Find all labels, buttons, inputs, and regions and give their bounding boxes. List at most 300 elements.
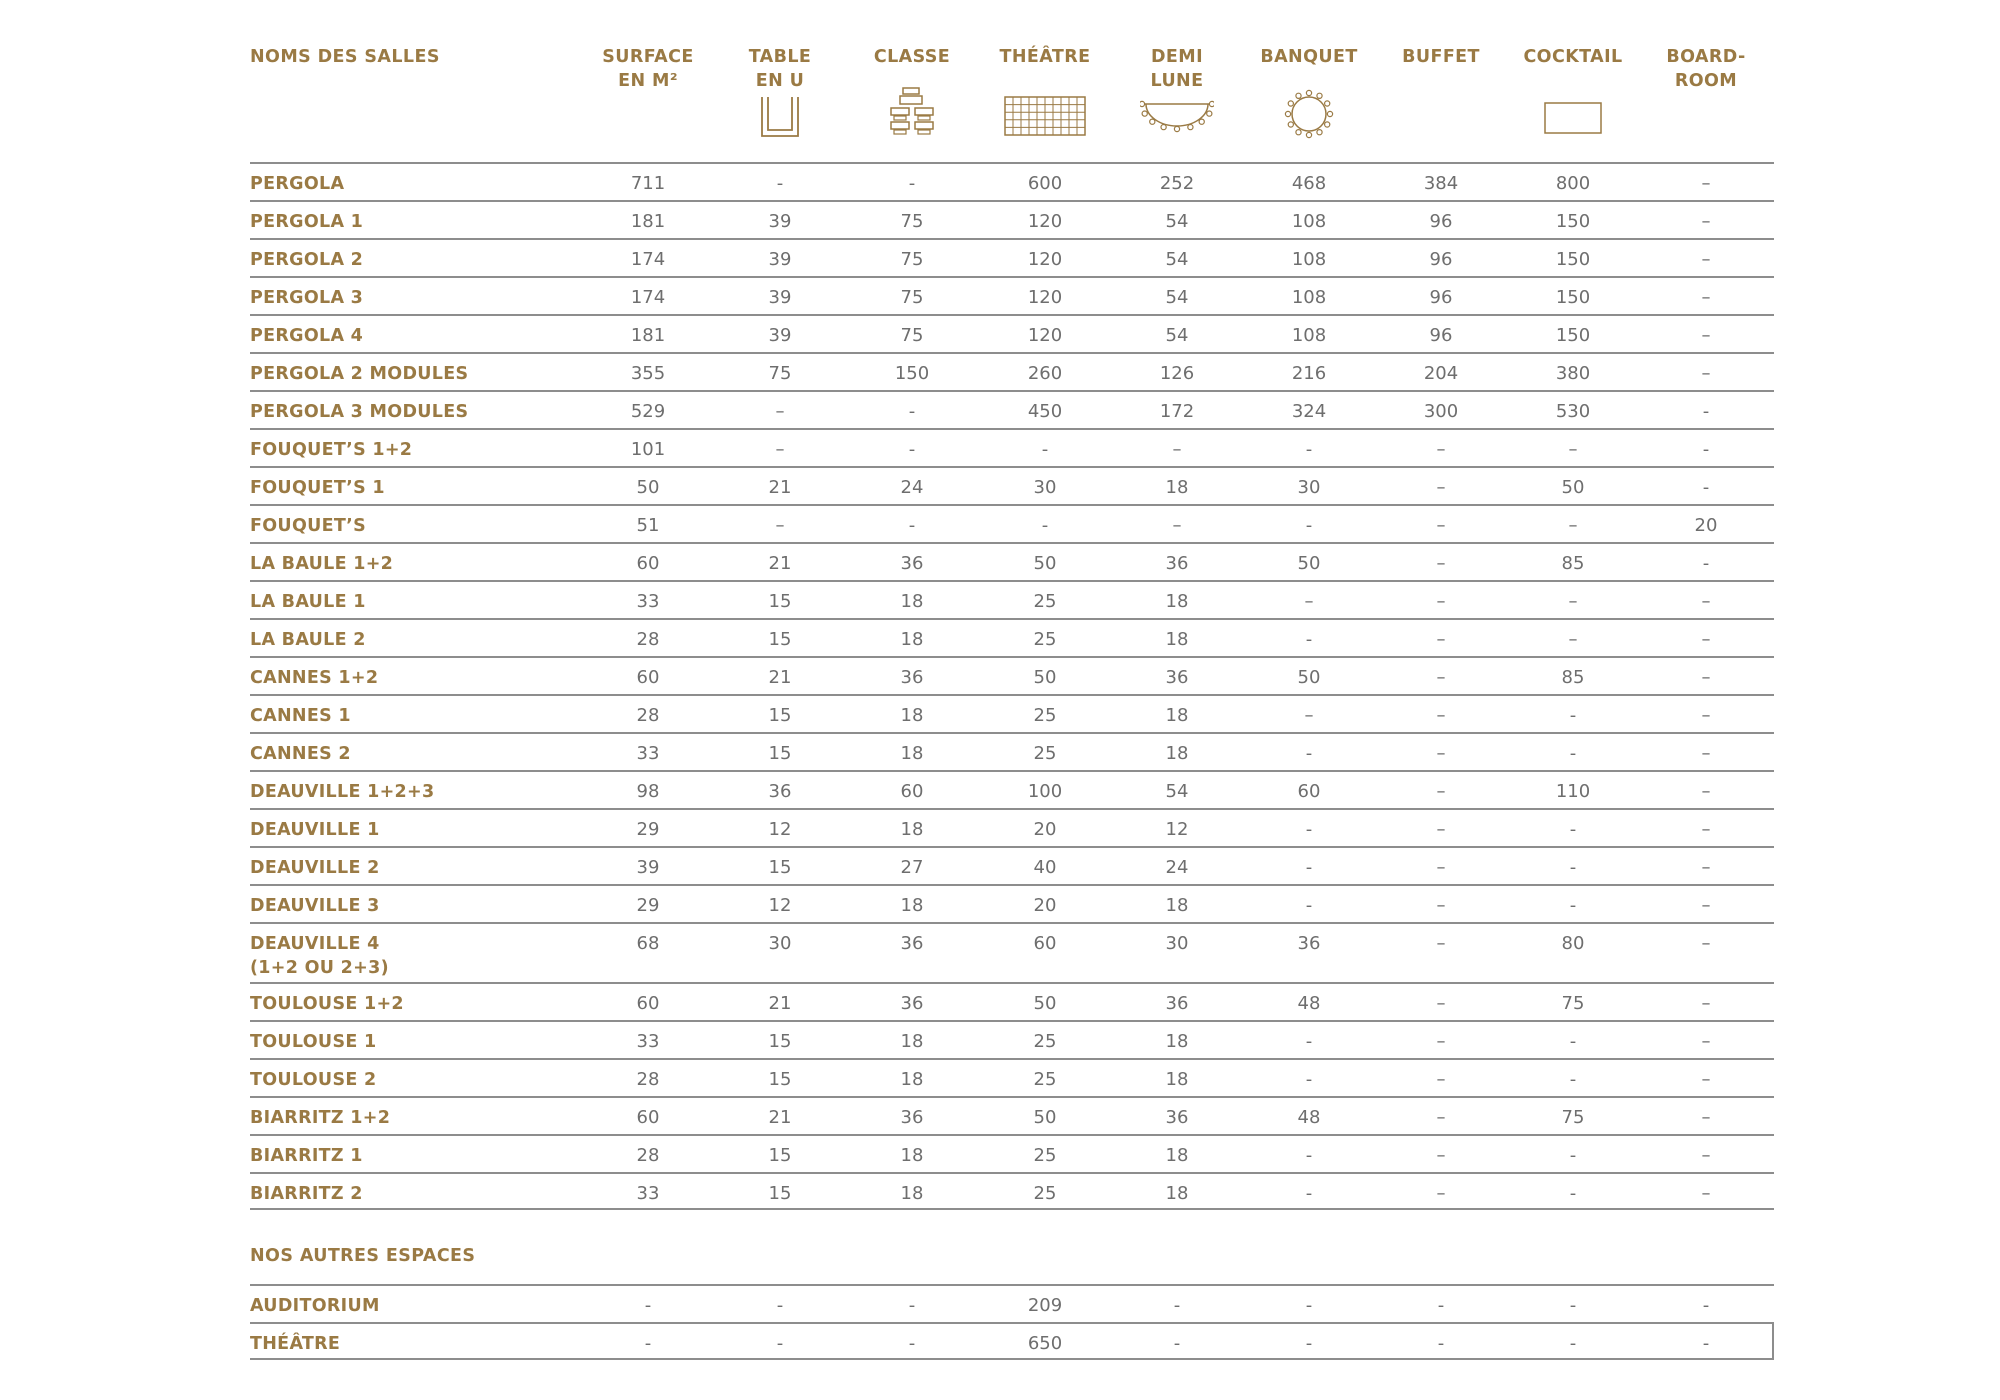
table-row <box>250 808 1774 846</box>
table-row <box>250 846 1774 884</box>
room-name <box>250 248 363 272</box>
room-name <box>250 1106 390 1130</box>
table-row <box>250 1322 1774 1360</box>
capacity-cell: 18 <box>900 819 924 840</box>
room-name-line: DEAUVILLE 2 <box>250 858 380 878</box>
capacity-cell: 48 <box>1297 1107 1321 1128</box>
capacity-cell: – <box>1701 857 1711 878</box>
capacity-cell: 60 <box>1297 781 1321 802</box>
capacity-cell: 324 <box>1291 401 1327 422</box>
capacity-cell: 25 <box>1033 629 1057 650</box>
capacity-cell: - <box>1041 515 1049 536</box>
capacity-cell: 24 <box>900 477 924 498</box>
u-table-icon <box>759 95 801 139</box>
room-name <box>250 172 344 196</box>
capacity-cell: 18 <box>1165 895 1189 916</box>
room-name-line: TOULOUSE 1 <box>250 1032 377 1052</box>
capacity-cell: 20 <box>1694 515 1718 536</box>
capacity-cell: - <box>1305 1295 1313 1316</box>
table-row <box>250 580 1774 618</box>
capacity-cell: – <box>1436 439 1446 460</box>
capacity-cell: - <box>1173 1333 1181 1354</box>
table-row <box>250 162 1774 200</box>
capacity-cell: 450 <box>1027 401 1063 422</box>
capacity-table <box>250 40 1774 1360</box>
capacity-cell: – <box>1436 857 1446 878</box>
room-name <box>250 856 380 880</box>
capacity-cell: 18 <box>900 1069 924 1090</box>
table-row <box>250 618 1774 656</box>
room-name <box>250 932 389 980</box>
capacity-cell: - <box>644 1333 652 1354</box>
capacity-cell: 21 <box>768 667 792 688</box>
capacity-cell: 300 <box>1423 401 1459 422</box>
capacity-cell: 39 <box>636 857 660 878</box>
table-row <box>250 922 1774 982</box>
capacity-cell: 18 <box>1165 629 1189 650</box>
capacity-cell: - <box>1702 477 1710 498</box>
capacity-cell: 60 <box>1033 933 1057 954</box>
capacity-cell: 530 <box>1555 401 1591 422</box>
capacity-cell: 18 <box>1165 591 1189 612</box>
capacity-cell: 39 <box>768 249 792 270</box>
capacity-cell: 120 <box>1027 249 1063 270</box>
capacity-cell: - <box>1041 439 1049 460</box>
capacity-cell: – <box>1436 993 1446 1014</box>
capacity-cell: – <box>1701 287 1711 308</box>
capacity-cell: – <box>1436 553 1446 574</box>
table-row <box>250 504 1774 542</box>
capacity-cell: - <box>1569 819 1577 840</box>
capacity-cell: – <box>1701 819 1711 840</box>
capacity-cell: 75 <box>1561 1107 1585 1128</box>
room-name-line: TOULOUSE 1+2 <box>250 994 404 1014</box>
room-name <box>250 590 366 614</box>
capacity-cell: – <box>1304 591 1314 612</box>
room-name <box>250 438 412 462</box>
capacity-cell: 18 <box>900 1145 924 1166</box>
capacity-cell: 18 <box>1165 743 1189 764</box>
capacity-cell: 18 <box>900 591 924 612</box>
capacity-cell: 68 <box>636 933 660 954</box>
capacity-cell: 50 <box>1033 553 1057 574</box>
table-header <box>250 40 1774 162</box>
header-label-line2: EN U <box>755 71 805 91</box>
room-name-line: CANNES 1+2 <box>250 668 379 688</box>
capacity-cell: – <box>1701 1183 1711 1204</box>
capacity-cell: 36 <box>900 553 924 574</box>
capacity-cell: 25 <box>1033 1031 1057 1052</box>
capacity-cell: 75 <box>768 363 792 384</box>
capacity-cell: - <box>1305 629 1313 650</box>
capacity-cell: 33 <box>636 591 660 612</box>
capacity-cell: 96 <box>1429 287 1453 308</box>
capacity-cell: - <box>1305 439 1313 460</box>
capacity-cell: 468 <box>1291 173 1327 194</box>
capacity-cell: 96 <box>1429 211 1453 232</box>
room-name-line: BIARRITZ 2 <box>250 1184 363 1204</box>
capacity-cell: 33 <box>636 1031 660 1052</box>
room-name <box>250 666 378 690</box>
capacity-cell: 30 <box>1033 477 1057 498</box>
header-label-line2: EN M² <box>618 71 678 91</box>
other-spaces-body <box>250 1284 1774 1360</box>
room-name-line: CANNES 1 <box>250 706 351 726</box>
capacity-cell: 120 <box>1027 325 1063 346</box>
capacity-cell: - <box>1305 857 1313 878</box>
capacity-cell: 21 <box>768 993 792 1014</box>
capacity-cell: - <box>1569 1145 1577 1166</box>
capacity-cell: - <box>1305 1145 1313 1166</box>
room-name-line: FOUQUET’S 1 <box>250 478 385 498</box>
capacity-cell: 650 <box>1027 1333 1063 1354</box>
capacity-cell: 172 <box>1159 401 1195 422</box>
capacity-cell: 18 <box>1165 1031 1189 1052</box>
capacity-cell: – <box>1701 211 1711 232</box>
header-label: SURFACE <box>602 47 694 67</box>
capacity-cell: - <box>1569 705 1577 726</box>
room-name-line: PERGOLA 2 MODULES <box>250 364 469 384</box>
capacity-cell: 252 <box>1159 173 1195 194</box>
capacity-cell: 20 <box>1033 895 1057 916</box>
capacity-cell: 12 <box>1165 819 1189 840</box>
capacity-cell: 20 <box>1033 819 1057 840</box>
table-row <box>250 694 1774 732</box>
capacity-cell: – <box>1172 439 1182 460</box>
room-name-line: DEAUVILLE 1 <box>250 820 380 840</box>
capacity-cell: 108 <box>1291 249 1327 270</box>
room-name-line: LA BAULE 1+2 <box>250 554 394 574</box>
capacity-cell: - <box>1437 1295 1445 1316</box>
room-name-line: TOULOUSE 2 <box>250 1070 377 1090</box>
capacity-cell: 18 <box>1165 1183 1189 1204</box>
table-row <box>250 352 1774 390</box>
capacity-cell: 174 <box>630 249 666 270</box>
capacity-cell: 39 <box>768 287 792 308</box>
table-row <box>250 884 1774 922</box>
capacity-cell: - <box>1569 1183 1577 1204</box>
other-spaces-title: NOS AUTRES ESPACES <box>250 1246 476 1266</box>
table-row <box>250 1134 1774 1172</box>
capacity-cell: 216 <box>1291 363 1327 384</box>
capacity-cell: - <box>1173 1295 1181 1316</box>
table-row <box>250 1172 1774 1210</box>
capacity-cell: - <box>1569 857 1577 878</box>
capacity-cell: 48 <box>1297 993 1321 1014</box>
capacity-cell: – <box>1436 1107 1446 1128</box>
capacity-cell: 12 <box>768 819 792 840</box>
room-name-line2: (1+2 OU 2+3) <box>250 958 389 978</box>
capacity-cell: 54 <box>1165 781 1189 802</box>
capacity-cell: 39 <box>768 211 792 232</box>
capacity-cell: - <box>1702 1333 1710 1354</box>
capacity-cell: 25 <box>1033 743 1057 764</box>
capacity-cell: 260 <box>1027 363 1063 384</box>
room-name <box>250 628 366 652</box>
capacity-cell: 54 <box>1165 249 1189 270</box>
capacity-cell: - <box>908 1333 916 1354</box>
capacity-cell: 28 <box>636 705 660 726</box>
banquet-round-icon <box>1284 89 1334 139</box>
capacity-cell: 51 <box>636 515 660 536</box>
capacity-cell: 85 <box>1561 553 1585 574</box>
room-name <box>250 1068 376 1092</box>
capacity-cell: – <box>775 401 785 422</box>
header-room-names: NOMS DES SALLES <box>250 47 440 67</box>
capacity-cell: - <box>1569 743 1577 764</box>
table-row <box>250 276 1774 314</box>
capacity-cell: 181 <box>630 211 666 232</box>
capacity-cell: - <box>908 401 916 422</box>
capacity-cell: 50 <box>636 477 660 498</box>
capacity-cell: 50 <box>1297 667 1321 688</box>
header-label: THÉÂTRE <box>999 47 1091 67</box>
room-name <box>250 362 468 386</box>
capacity-cell: 60 <box>636 993 660 1014</box>
capacity-cell: - <box>1305 895 1313 916</box>
capacity-cell: – <box>1436 515 1446 536</box>
capacity-cell: 25 <box>1033 591 1057 612</box>
cocktail-rect-icon <box>1544 102 1602 134</box>
capacity-cell: 75 <box>900 325 924 346</box>
theatre-grid-icon <box>1004 96 1086 136</box>
capacity-cell: 204 <box>1423 363 1459 384</box>
capacity-cell: - <box>1702 1295 1710 1316</box>
capacity-cell: 18 <box>900 1183 924 1204</box>
capacity-cell: 150 <box>1555 211 1591 232</box>
room-name-line: BIARRITZ 1 <box>250 1146 363 1166</box>
room-name-line: DEAUVILLE 3 <box>250 896 380 916</box>
capacity-cell: – <box>1701 173 1711 194</box>
capacity-cell: - <box>1569 1031 1577 1052</box>
capacity-cell: 108 <box>1291 287 1327 308</box>
capacity-cell: 600 <box>1027 173 1063 194</box>
header-label-line2: LUNE <box>1150 71 1204 91</box>
capacity-cell: 15 <box>768 1031 792 1052</box>
capacity-cell: - <box>908 1295 916 1316</box>
room-name-line: AUDITORIUM <box>250 1296 380 1316</box>
capacity-cell: 174 <box>630 287 666 308</box>
capacity-cell: 209 <box>1027 1295 1063 1316</box>
header-label: COCKTAIL <box>1523 47 1623 67</box>
capacity-cell: – <box>775 515 785 536</box>
capacity-cell: 96 <box>1429 325 1453 346</box>
header-label-line2: ROOM <box>1674 71 1738 91</box>
room-name-line: PERGOLA 2 <box>250 250 364 270</box>
classroom-icon <box>889 86 935 136</box>
capacity-cell: 50 <box>1297 553 1321 574</box>
capacity-cell: 27 <box>900 857 924 878</box>
capacity-cell: - <box>1702 401 1710 422</box>
capacity-cell: 54 <box>1165 325 1189 346</box>
capacity-cell: 36 <box>900 993 924 1014</box>
capacity-cell: – <box>775 439 785 460</box>
room-name-line: THÉÂTRE <box>250 1334 341 1354</box>
room-name <box>250 514 366 538</box>
capacity-cell: - <box>776 1333 784 1354</box>
header-label: BUFFET <box>1402 47 1480 67</box>
capacity-cell: 150 <box>1555 325 1591 346</box>
capacity-cell: 29 <box>636 895 660 916</box>
capacity-cell: - <box>1569 1069 1577 1090</box>
capacity-cell: 18 <box>1165 477 1189 498</box>
capacity-cell: 18 <box>900 743 924 764</box>
capacity-cell: – <box>1436 667 1446 688</box>
room-name <box>250 742 351 766</box>
capacity-cell: 25 <box>1033 1145 1057 1166</box>
capacity-cell: - <box>908 173 916 194</box>
capacity-cell: 110 <box>1555 781 1591 802</box>
room-name-line: DEAUVILLE 4 <box>250 934 380 954</box>
table-row <box>250 1020 1774 1058</box>
table-row <box>250 200 1774 238</box>
capacity-cell: – <box>1701 1145 1711 1166</box>
capacity-cell: 50 <box>1033 993 1057 1014</box>
capacity-cell: - <box>908 439 916 460</box>
table-body <box>250 162 1774 1210</box>
capacity-cell: 98 <box>636 781 660 802</box>
room-name-line: LA BAULE 2 <box>250 630 366 650</box>
room-name-line: PERGOLA 4 <box>250 326 364 346</box>
room-name-line: PERGOLA 3 <box>250 288 364 308</box>
capacity-cell: – <box>1701 249 1711 270</box>
capacity-cell: 36 <box>768 781 792 802</box>
capacity-cell: 380 <box>1555 363 1591 384</box>
table-row <box>250 732 1774 770</box>
table-row <box>250 238 1774 276</box>
capacity-cell: - <box>644 1295 652 1316</box>
capacity-cell: – <box>1436 819 1446 840</box>
capacity-cell: – <box>1701 705 1711 726</box>
capacity-cell: – <box>1701 781 1711 802</box>
room-name <box>250 476 385 500</box>
table-row <box>250 770 1774 808</box>
capacity-cell: – <box>1701 895 1711 916</box>
room-name <box>250 992 404 1016</box>
header-label: BANQUET <box>1260 47 1358 67</box>
capacity-cell: 36 <box>1297 933 1321 954</box>
capacity-cell: – <box>1701 363 1711 384</box>
table-row <box>250 982 1774 1020</box>
capacity-cell: – <box>1436 1145 1446 1166</box>
header-label: TABLE <box>748 47 812 67</box>
capacity-cell: 15 <box>768 705 792 726</box>
room-name <box>250 1030 376 1054</box>
capacity-cell: 15 <box>768 591 792 612</box>
capacity-cell: 36 <box>1165 553 1189 574</box>
capacity-cell: 15 <box>768 1183 792 1204</box>
capacity-cell: - <box>1569 1333 1577 1354</box>
room-name <box>250 704 351 728</box>
capacity-cell: 384 <box>1423 173 1459 194</box>
capacity-cell: - <box>1305 1031 1313 1052</box>
capacity-cell: - <box>776 1295 784 1316</box>
capacity-cell: 108 <box>1291 211 1327 232</box>
capacity-cell: 126 <box>1159 363 1195 384</box>
capacity-cell: – <box>1436 1183 1446 1204</box>
capacity-cell: 800 <box>1555 173 1591 194</box>
room-name-line: DEAUVILLE 1+2+3 <box>250 782 435 802</box>
capacity-cell: - <box>908 515 916 536</box>
capacity-cell: 18 <box>900 705 924 726</box>
capacity-cell: 100 <box>1027 781 1063 802</box>
table-row <box>250 390 1774 428</box>
capacity-cell: - <box>1702 553 1710 574</box>
capacity-cell: 150 <box>1555 249 1591 270</box>
room-name <box>250 818 380 842</box>
capacity-cell: 18 <box>900 629 924 650</box>
capacity-cell: – <box>1436 591 1446 612</box>
room-name <box>250 400 468 424</box>
capacity-cell: 33 <box>636 1183 660 1204</box>
capacity-cell: 355 <box>630 363 666 384</box>
capacity-cell: 36 <box>900 933 924 954</box>
capacity-cell: – <box>1701 743 1711 764</box>
capacity-cell: – <box>1701 1031 1711 1052</box>
capacity-cell: – <box>1436 743 1446 764</box>
room-name-line: FOUQUET’S 1+2 <box>250 440 413 460</box>
capacity-cell: 29 <box>636 819 660 840</box>
room-name <box>250 780 434 804</box>
capacity-cell: 28 <box>636 1069 660 1090</box>
capacity-cell: 39 <box>768 325 792 346</box>
capacity-cell: 50 <box>1561 477 1585 498</box>
header-label: BOARD- <box>1666 47 1746 67</box>
table-row <box>250 466 1774 504</box>
room-name <box>250 286 363 310</box>
capacity-cell: – <box>1436 1031 1446 1052</box>
capacity-cell: 18 <box>900 895 924 916</box>
capacity-cell: 21 <box>768 477 792 498</box>
capacity-cell: 75 <box>1561 993 1585 1014</box>
capacity-cell: – <box>1436 933 1446 954</box>
room-name <box>250 1294 380 1318</box>
capacity-cell: 80 <box>1561 933 1585 954</box>
capacity-cell: 28 <box>636 1145 660 1166</box>
capacity-cell: 54 <box>1165 211 1189 232</box>
capacity-cell: – <box>1304 705 1314 726</box>
header-label: DEMI <box>1150 47 1203 67</box>
table-row <box>250 1058 1774 1096</box>
capacity-cell: – <box>1436 781 1446 802</box>
capacity-cell: – <box>1701 933 1711 954</box>
table-row <box>250 1284 1774 1322</box>
room-name-line: BIARRITZ 1+2 <box>250 1108 391 1128</box>
room-name-line: PERGOLA <box>250 174 345 194</box>
capacity-cell: - <box>1305 1333 1313 1354</box>
capacity-cell: – <box>1172 515 1182 536</box>
capacity-cell: 25 <box>1033 1183 1057 1204</box>
capacity-cell: – <box>1436 895 1446 916</box>
room-name-line: FOUQUET’S <box>250 516 366 536</box>
capacity-cell: – <box>1436 629 1446 650</box>
capacity-cell: 60 <box>900 781 924 802</box>
capacity-cell: 50 <box>1033 1107 1057 1128</box>
capacity-cell: 30 <box>768 933 792 954</box>
capacity-cell: 181 <box>630 325 666 346</box>
half-moon-icon <box>1140 98 1214 134</box>
room-name <box>250 1144 363 1168</box>
capacity-cell: 36 <box>1165 993 1189 1014</box>
capacity-cell: 150 <box>894 363 930 384</box>
capacity-cell: 96 <box>1429 249 1453 270</box>
capacity-cell: 108 <box>1291 325 1327 346</box>
capacity-cell: – <box>1568 439 1578 460</box>
capacity-cell: - <box>1569 1295 1577 1316</box>
capacity-cell: 18 <box>1165 1145 1189 1166</box>
other-spaces-section <box>250 1210 1774 1360</box>
capacity-cell: 15 <box>768 1069 792 1090</box>
